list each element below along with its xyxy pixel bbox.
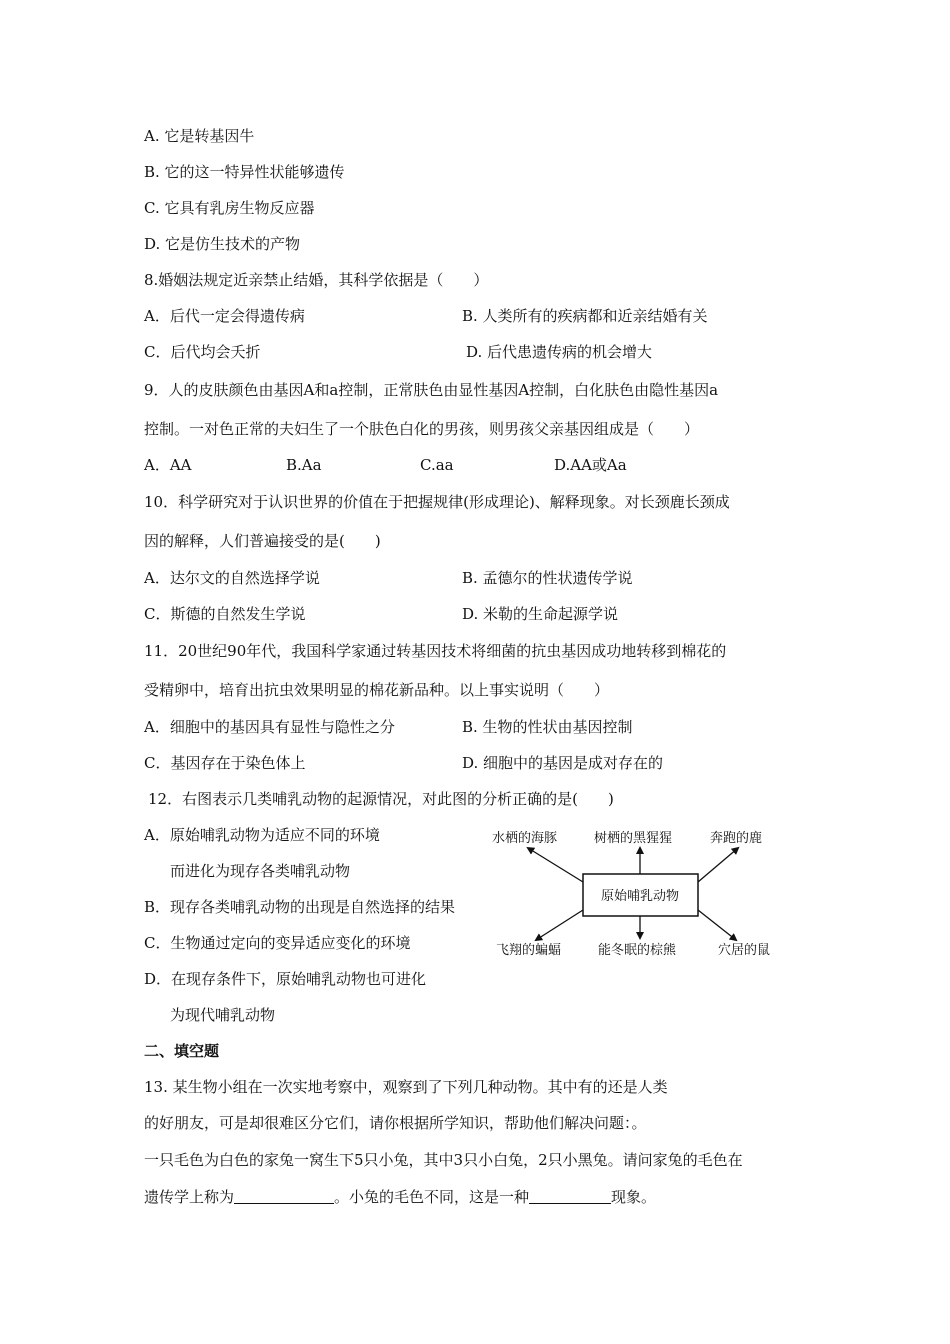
q13-line2: 的好朋友，可是却很难区分它们，请你根据所学知识，帮助他们解决问题：。 [144, 1114, 647, 1132]
q8-option-d: D. 后代患遗传病的机会增大 [466, 343, 653, 361]
q13-line4-text-a: 遗传学上称为 [144, 1188, 235, 1206]
q10-stem-line1: 10．科学研究对于认识世界的价值在于把握规律(形成理论)、解释现象。对长颈鹿长颈成 [144, 493, 730, 511]
diagram-label-dolphin: 水栖的海豚 [492, 831, 558, 846]
q9-stem-line1: 9．人的皮肤颜色由基因A和a控制，正常肤色由显性基因A控制，白化肤色由隐性基因a [144, 381, 719, 399]
q12-option-d-line1: D．在现存条件下，原始哺乳动物也可进化 [144, 970, 427, 988]
mammal-origin-diagram [488, 822, 788, 964]
q11-option-a: A．细胞中的基因具有显性与隐性之分 [144, 718, 395, 736]
q13-blank-2[interactable] [529, 1187, 611, 1204]
q13-line3: 一只毛色为白色的家兔一窝生下5只小兔，其中3只小白兔，2只小黑兔。请问家兔的毛色在 [144, 1151, 743, 1169]
q10-option-d: D. 米勒的生命起源学说 [462, 605, 619, 623]
q13-line4 [144, 1187, 656, 1207]
q8-stem: 8.婚姻法规定近亲禁止结婚，其科学依据是（ ） [144, 271, 489, 289]
q9-option-d: D.AA或Aa [554, 456, 627, 474]
diagram-label-bat: 飞翔的蝙蝠 [496, 943, 562, 958]
diagram-arrow-mouse [698, 910, 736, 940]
q8-option-b: B. 人类所有的疾病都和近亲结婚有关 [462, 307, 708, 325]
q7-option-b: B. 它的这一特异性状能够遗传 [144, 163, 345, 181]
diagram-label-mouse: 穴居的鼠 [718, 943, 771, 958]
q10-option-c: C．斯德的自然发生学说 [144, 605, 306, 623]
diagram-center-label: 原始哺乳动物 [600, 889, 680, 904]
q10-option-b: B. 孟德尔的性状遗传学说 [462, 569, 633, 587]
q8-option-c: C．后代均会夭折 [144, 343, 261, 361]
q13-blank-1[interactable] [234, 1187, 334, 1204]
q7-option-c: C. 它具有乳房生物反应器 [144, 199, 315, 217]
q9-stem-line2: 控制。一对色正常的夫妇生了一个肤色白化的男孩，则男孩父亲基因组成是（ ） [144, 420, 700, 438]
q12-option-c: C．生物通过定向的变异适应变化的环境 [144, 934, 411, 952]
q9-option-b: B.Aa [286, 456, 322, 474]
diagram-arrow-dolphin [528, 848, 583, 882]
q11-stem-line2: 受精卵中，培育出抗虫效果明显的棉花新品种。以上事实说明（ ） [144, 681, 610, 699]
q13-line1: 13. 某生物小组在一次实地考察中，观察到了下列几种动物。其中有的还是人类 [144, 1078, 668, 1096]
q10-option-a: A．达尔文的自然选择学说 [144, 569, 320, 587]
diagram-label-deer: 奔跑的鹿 [710, 831, 763, 846]
q9-option-c: C.aa [420, 456, 454, 474]
diagram-label-bear: 能冬眠的棕熊 [598, 943, 677, 958]
q11-stem-line1: 11．20世纪90年代，我国科学家通过转基因技术将细菌的抗虫基因成功地转移到棉花的 [144, 642, 727, 660]
q11-option-d: D. 细胞中的基因是成对存在的 [462, 754, 664, 772]
q12-stem: 12．右图表示几类哺乳动物的起源情况，对此图的分析正确的是( ) [148, 790, 614, 808]
q8-option-a: A．后代一定会得遗传病 [144, 307, 305, 325]
q9-option-a: A．AA [144, 456, 192, 474]
diagram-arrow-deer [698, 848, 738, 882]
q7-option-a: A. 它是转基因牛 [144, 127, 255, 145]
q12-option-d-line2: 为现代哺乳动物 [170, 1006, 276, 1024]
q10-stem-line2: 因的解释，人们普遍接受的是( ) [144, 532, 381, 550]
q11-option-b: B. 生物的性状由基因控制 [462, 718, 633, 736]
diagram-label-chimpanzee: 树栖的黑猩猩 [594, 831, 673, 846]
q7-option-d: D. 它是仿生技术的产物 [144, 235, 301, 253]
q11-option-c: C．基因存在于染色体上 [144, 754, 306, 772]
q12-option-b: B．现存各类哺乳动物的出现是自然选择的结果 [144, 898, 456, 916]
q13-line4-text-b: 。小兔的毛色不同，这是一种 [334, 1188, 530, 1206]
diagram-arrow-bat [536, 910, 583, 940]
q12-option-a-line2: 而进化为现存各类哺乳动物 [170, 862, 351, 880]
q12-option-a-line1: A．原始哺乳动物为适应不同的环境 [144, 826, 380, 844]
q13-line4-text-c: 现象。 [611, 1188, 657, 1206]
section-heading: 二、填空题 [144, 1042, 220, 1060]
